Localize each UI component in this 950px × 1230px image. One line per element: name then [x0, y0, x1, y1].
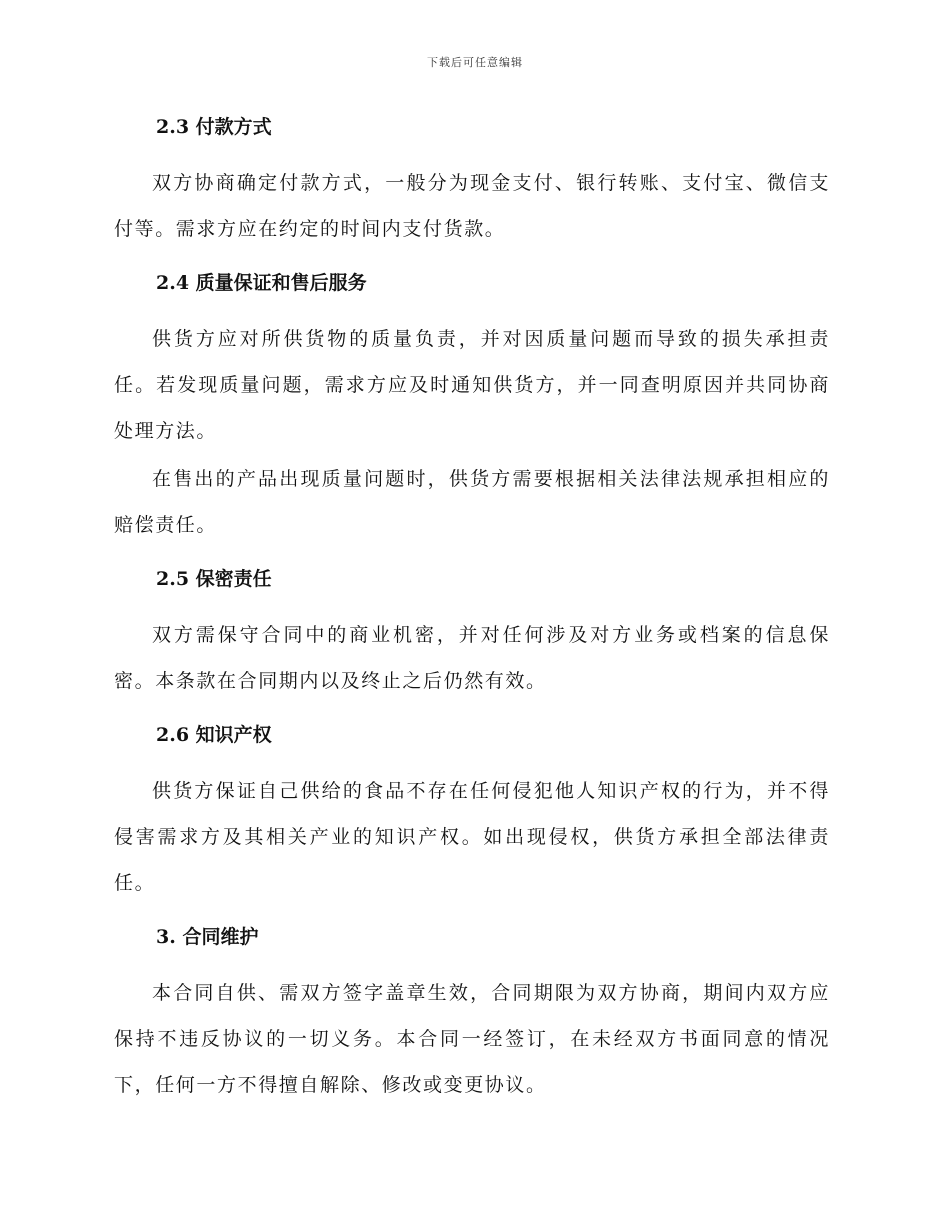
page-header: 下载后可任意编辑	[427, 56, 523, 69]
paragraph-payment-method: 双方协商确定付款方式，一般分为现金支付、银行转账、支付宝、微信支付等。需求方应在约定的时间内支付货款。	[114, 172, 830, 240]
section-heading-2-5: 2.5 保密责任	[156, 568, 272, 590]
paragraph-confidentiality: 双方需保守合同中的商业机密，并对任何涉及对方业务或档案的信息保密。本条款在合同期内以及终止之后仍然有效。	[114, 624, 830, 692]
document-body	[114, 112, 830, 1108]
paragraph-contract-maintenance: 本合同自供、需双方签字盖章生效，合同期限为双方协商，期间内双方应保持不违反协议的一切义务。本合同一经签订，在未经双方书面同意的情况下，任何一方不得擅自解除、修改或变更协议。	[114, 982, 830, 1096]
paragraph-intellectual-property: 供货方保证自己供给的食品不存在任何侵犯他人知识产权的行为，并不得侵害需求方及其相关产业的知识产权。如出现侵权，供货方承担全部法律责任。	[114, 780, 830, 894]
section-heading-2-4: 2.4 质量保证和售后服务	[156, 272, 367, 294]
section-heading-3: 3. 合同维护	[156, 926, 259, 948]
paragraph-quality-guarantee: 供货方应对所供货物的质量负责，并对因质量问题而导致的损失承担责任。若发现质量问题，需求方应及时通知供货方，并一同查明原因并共同协商处理方法。	[114, 328, 830, 442]
section-heading-2-6: 2.6 知识产权	[156, 724, 272, 746]
section-heading-2-3: 2.3 付款方式	[156, 116, 272, 138]
paragraph-after-sales: 在售出的产品出现质量问题时，供货方需要根据相关法律法规承担相应的赔偿责任。	[114, 468, 830, 536]
